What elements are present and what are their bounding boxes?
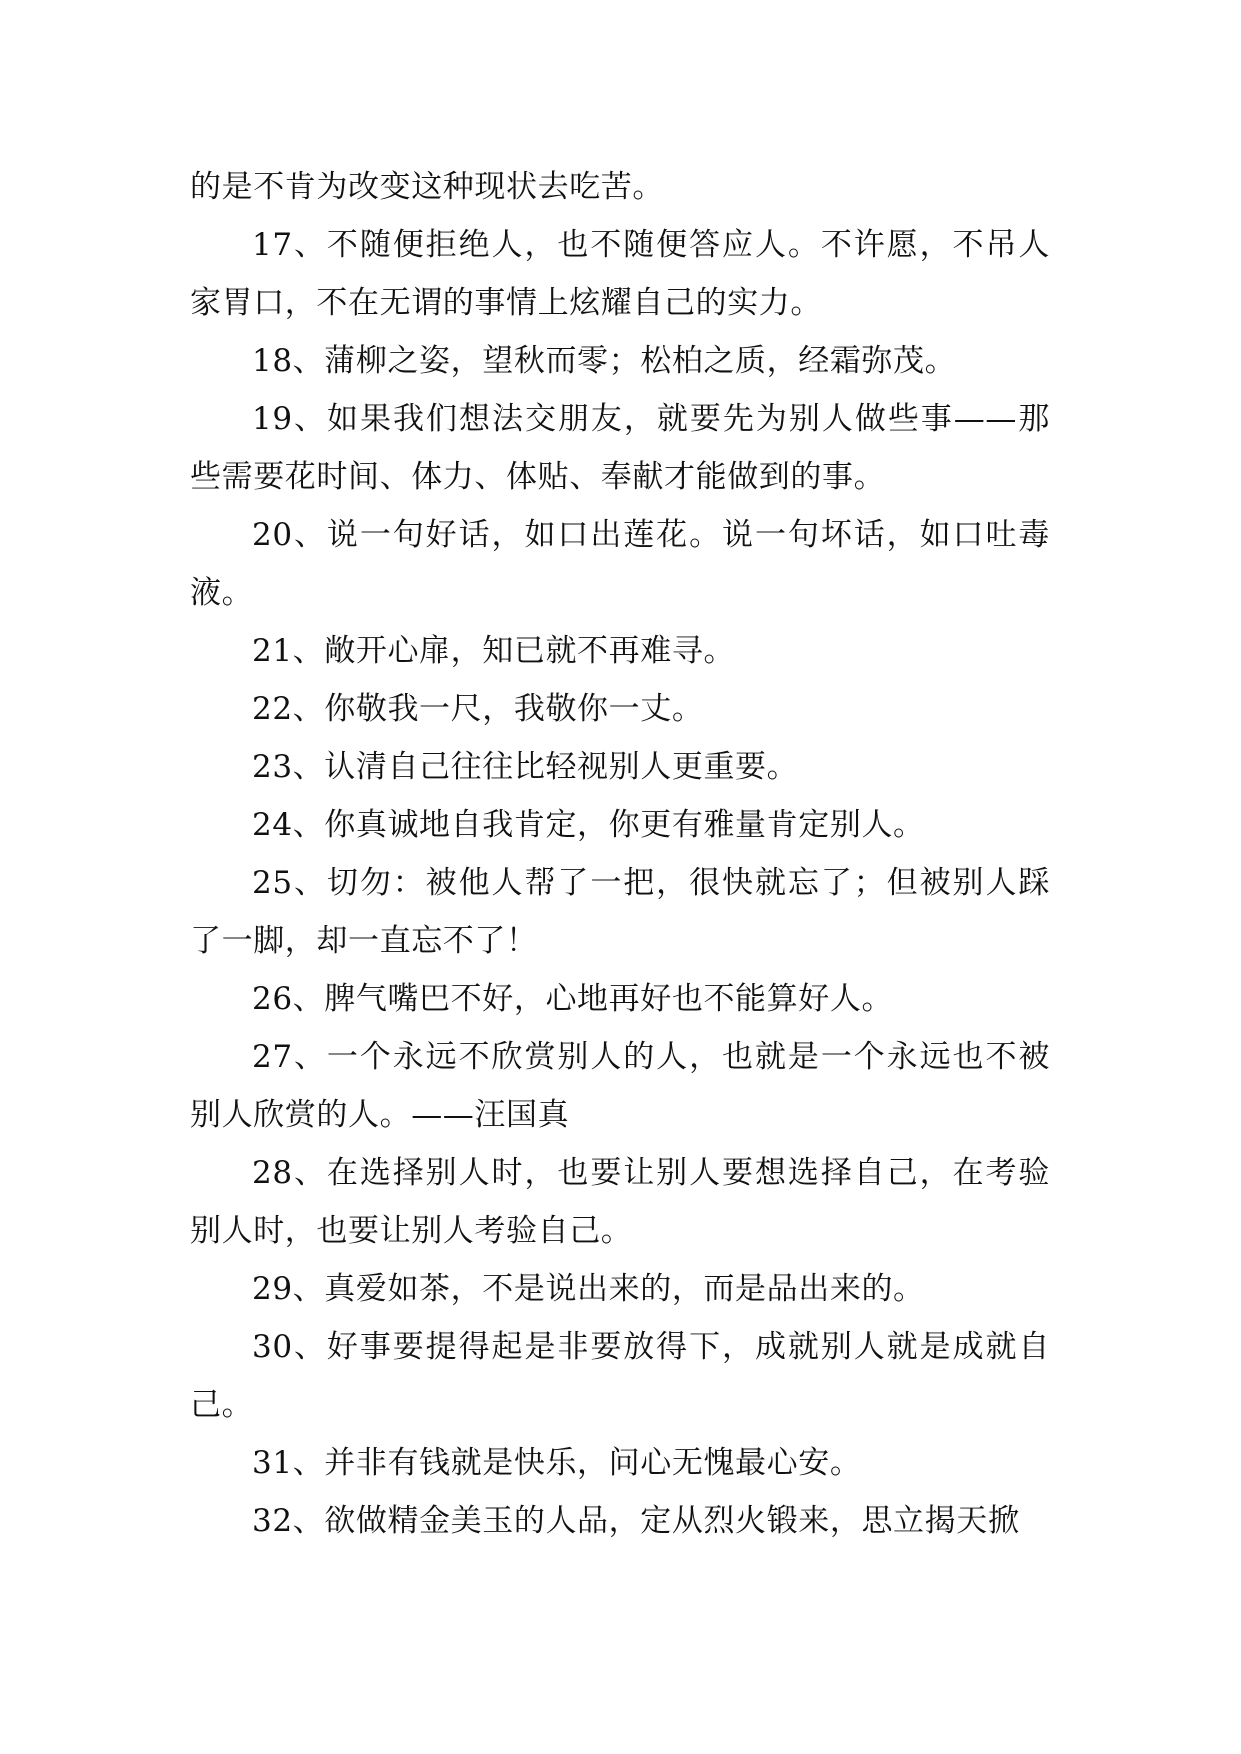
paragraph-quote-29: 29、真爱如茶，不是说出来的，而是品出来的。 <box>252 1271 925 1307</box>
paragraph-quote-24: 24、你真诚地自我肯定，你更有雅量肯定别人。 <box>252 807 925 843</box>
paragraph-quote-21: 21、敞开心扉，知已就不再难寻。 <box>252 633 736 669</box>
paragraph-quote-17: 17、不随便拒绝人，也不随便答应人。不许愿，不吊人家胃口，不在无谓的事情上炫耀自己的实力。 <box>190 227 1050 321</box>
paragraph-quote-26: 26、脾气嘴巴不好，心地再好也不能算好人。 <box>252 981 894 1017</box>
paragraph-quote-25: 25、切勿：被他人帮了一把，很快就忘了；但被别人踩了一脚，却一直忘不了！ <box>190 865 1050 959</box>
paragraph-continuation: 的是不肯为改变这种现状去吃苦。 <box>190 169 664 205</box>
paragraph-quote-28: 28、在选择别人时，也要让别人要想选择自己，在考验别人时，也要让别人考验自己。 <box>190 1155 1050 1249</box>
paragraph-quote-22: 22、你敬我一尺，我敬你一丈。 <box>252 691 704 727</box>
paragraph-quote-32: 32、欲做精金美玉的人品，定从烈火锻来，思立揭天掀 <box>252 1503 1020 1539</box>
document-body <box>190 158 1050 1550</box>
paragraph-quote-18: 18、蒲柳之姿，望秋而零；松柏之质，经霜弥茂。 <box>252 343 957 379</box>
paragraph-quote-20: 20、说一句好话，如口出莲花。说一句坏话，如口吐毒液。 <box>190 517 1050 611</box>
paragraph-quote-23: 23、认清自己往往比轻视别人更重要。 <box>252 749 799 785</box>
paragraph-quote-31: 31、并非有钱就是快乐，问心无愧最心安。 <box>252 1445 862 1481</box>
paragraph-quote-27: 27、一个永远不欣赏别人的人，也就是一个永远也不被别人欣赏的人。——汪国真 <box>190 1039 1050 1133</box>
paragraph-quote-30: 30、好事要提得起是非要放得下，成就别人就是成就自己。 <box>190 1329 1050 1423</box>
paragraph-quote-19: 19、如果我们想法交朋友，就要先为别人做些事——那些需要花时间、体力、体贴、奉献才能做到的事。 <box>190 401 1050 495</box>
